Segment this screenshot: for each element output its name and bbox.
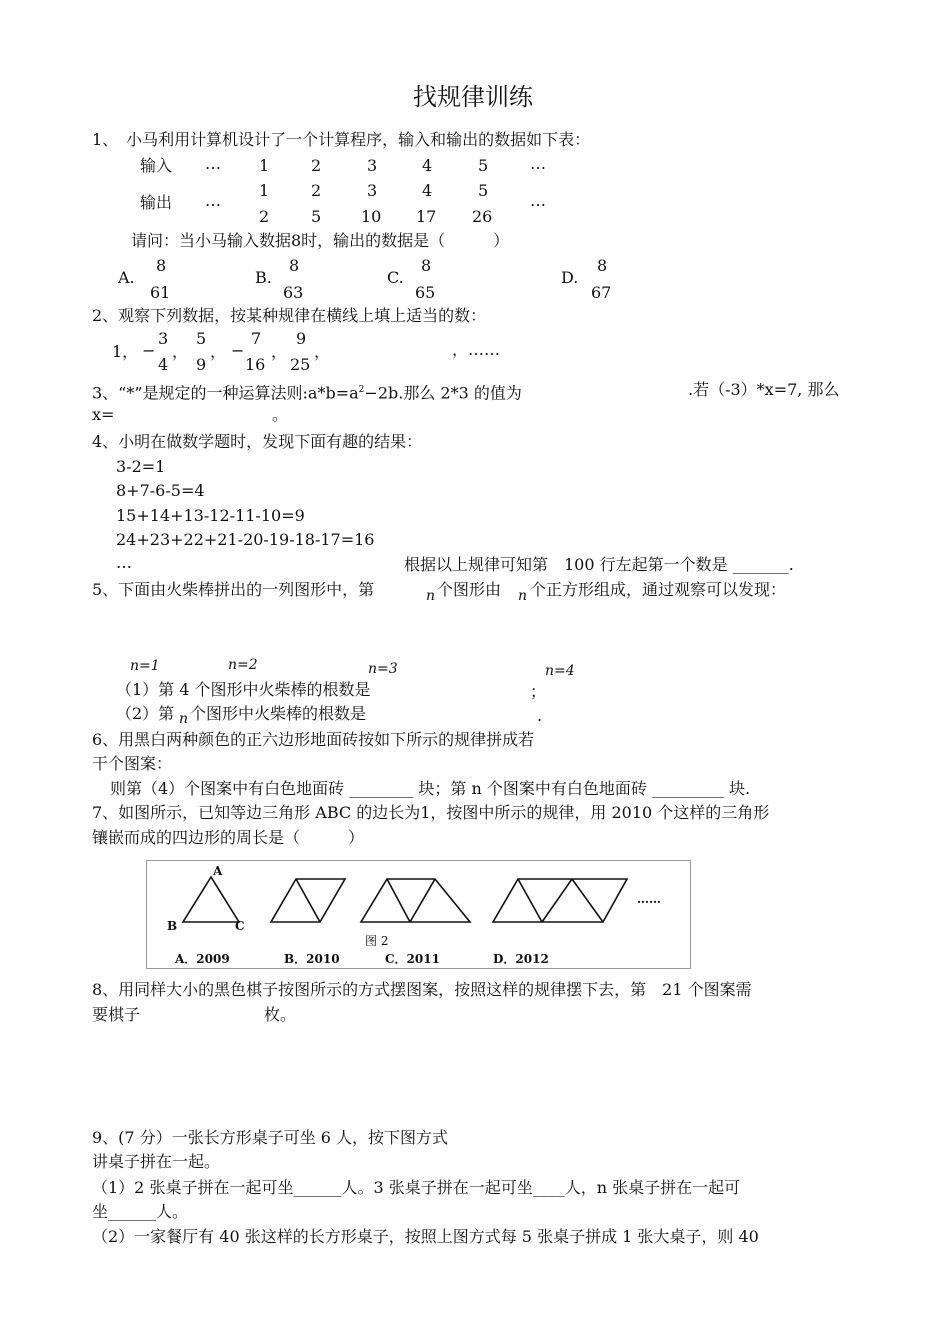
page-title: 找规律训练: [413, 83, 533, 111]
q5-sub2-end: .: [537, 706, 543, 725]
q8-line1: 8、用同样大小的黑色棋子按图所示的方式摆图案，按照这样的规律摆下去，第 21 个图案需: [92, 980, 752, 999]
q9-line5: （2）一家餐厅有 40 张这样的长方形桌子，按照上图方式每 5 张桌子拼成 1 张大桌子，则 40: [92, 1227, 759, 1246]
q3-line1-end: .若（-3）*x=7, 那么: [688, 380, 840, 399]
q4-conclusion: 根据以上规律可知第 100 行左起第一个数是 _______.: [404, 555, 794, 574]
q2-denominator: 4: [158, 355, 169, 374]
q1-option-label: D.: [561, 268, 579, 287]
q1-output-denominator: 26: [472, 207, 493, 226]
vertex-label-a: A: [213, 864, 223, 878]
q2-first-term: 1，: [112, 342, 139, 361]
q5-figure-label: n=3: [368, 661, 398, 677]
q4-ellipsis: …: [116, 553, 132, 572]
q2-separator: ，: [314, 342, 331, 361]
q9-line2: 讲桌子拼在一起。: [92, 1152, 221, 1171]
q1-input-ellipsis: …: [205, 154, 221, 173]
q6-line2: 干个图案：: [92, 754, 173, 773]
q1-output-denominator: 5: [311, 207, 322, 226]
q5-sub2-middle: 个图形中火柴棒的根数是: [190, 704, 367, 723]
q1-option-denominator: 63: [283, 283, 304, 302]
q8-line2-start: 要棋子: [92, 1005, 141, 1024]
q2-tail: ，……: [452, 340, 501, 359]
q1-output-numerator: 4: [422, 181, 433, 200]
q1-stem: 1、 小马利用计算机设计了一个计算程序，输入和输出的数据如下表：: [92, 130, 591, 149]
q5-figure-label: n=2: [228, 657, 258, 673]
q1-output-numerator: 2: [311, 181, 322, 200]
q1-option-numerator: 8: [597, 256, 608, 275]
q1-input-value: 4: [422, 156, 433, 175]
q3-line2-start: x=: [92, 405, 115, 424]
q2-denominator: 9: [196, 355, 207, 374]
q1-option-label: B.: [255, 268, 272, 287]
q4-equation: 8+7-6-5=4: [116, 481, 205, 500]
q1-input-value: 1: [259, 156, 270, 175]
q1-option-denominator: 65: [415, 283, 436, 302]
q5-stem-start: 5、下面由火柴棒拼出的一列图形中，第: [92, 580, 375, 599]
q2-numerator: 5: [196, 329, 207, 348]
figure-caption: 图 2: [365, 934, 389, 948]
q1-output-numerator: 5: [478, 181, 489, 200]
q1-output-denominator: 10: [361, 207, 382, 226]
q1-output-ellipsis-end: …: [530, 191, 546, 210]
q7-line2: 镶嵌而成的四边形的周长是（ ）: [92, 828, 365, 847]
vertex-label-c: C: [235, 919, 245, 933]
q8-line2-end: 枚。: [264, 1005, 297, 1024]
q5-sub2-start: （2）第: [116, 704, 175, 723]
q1-input-value: 5: [478, 156, 489, 175]
q7-option: A．2009: [175, 952, 230, 966]
q5-variable-n: n: [426, 588, 436, 604]
q1-input-value: 3: [367, 156, 378, 175]
q2-numerator: 7: [251, 329, 262, 348]
q1-option-label: A.: [118, 268, 135, 287]
continuation-dots: ……: [637, 892, 661, 906]
q5-sub1-end: ；: [530, 682, 547, 701]
vertex-label-b: B: [167, 919, 178, 933]
q1-option-numerator: 8: [156, 256, 167, 275]
parallelogram-4-triangles: [493, 879, 627, 922]
q7-option: D．2012: [493, 952, 549, 966]
q4-equation: 15+14+13-12-11-10=9: [116, 506, 305, 525]
q1-option-label: C.: [387, 268, 404, 287]
q9-line1: 9、(7 分）一张长方形桌子可坐 6 人，按下图方式: [92, 1128, 449, 1147]
q5-variable-n: n: [179, 711, 189, 727]
q5-stem-end: 个正方形组成，通过观察可以发现：: [530, 580, 787, 599]
q5-variable-n: n: [518, 588, 528, 604]
q4-equation: 3-2=1: [116, 457, 166, 476]
q1-output-numerator: 3: [367, 181, 378, 200]
q1-output-numerator: 1: [259, 181, 270, 200]
q1-option-denominator: 67: [591, 283, 612, 302]
q2-separator: ，: [172, 342, 189, 361]
q2-stem: 2、观察下列数据，按某种规律在横线上填上适当的数：: [92, 306, 487, 325]
q2-denominator: 16: [245, 355, 266, 374]
q6-line3: 则第（4）个图案中有白色地面砖 ________ 块；第 n 个图案中有白色地面砖 _________ 块.: [110, 779, 751, 798]
q1-output-denominator: 2: [259, 207, 270, 226]
q1-question: 请问：当小马输入数据8时，输出的数据是（ ）: [131, 231, 510, 250]
q5-stem-middle: 个图形由: [437, 580, 502, 599]
q7-option: C．2011: [385, 952, 440, 966]
triangle-tiling-figure: [146, 860, 691, 969]
triangle-abc: [183, 877, 239, 922]
q1-output-label: 输出: [140, 193, 173, 212]
q3-exponent: 2: [358, 385, 365, 395]
q1-option-denominator: 61: [150, 283, 171, 302]
q1-option-numerator: 8: [421, 256, 432, 275]
q2-sign: −: [142, 341, 156, 360]
q1-input-ellipsis-end: …: [530, 154, 546, 173]
trapezoid-3-triangles: [361, 879, 470, 922]
q6-line1: 6、用黑白两种颜色的正六边形地面砖按如下所示的规律拼成若: [92, 730, 535, 749]
q3-line2-end: 。: [272, 405, 289, 424]
q7-line1: 7、如图所示，已知等边三角形 ABC 的边长为1，按图中所示的规律，用 2010 个这样的三角形: [92, 803, 770, 822]
q2-sign: −: [231, 341, 245, 360]
q1-option-numerator: 8: [289, 256, 300, 275]
q5-figure-label: n=1: [130, 658, 160, 674]
q1-output-ellipsis: …: [205, 191, 221, 210]
q4-equation: 24+23+22+21-20-19-18-17=16: [116, 530, 375, 549]
q1-input-label: 输入: [140, 156, 173, 175]
q9-line3: （1）2 张桌子拼在一起可坐______人。3 张桌子拼在一起可坐____人，n 张桌子拼在一起可: [92, 1178, 741, 1197]
q1-input-value: 2: [311, 156, 322, 175]
triangle-tiling-drawing: [147, 861, 690, 968]
q2-separator: ，: [210, 342, 227, 361]
q5-sub1: （1）第 4 个图形中火柴棒的根数是: [116, 680, 371, 699]
q2-numerator: 3: [158, 329, 169, 348]
q3-line1-start: 3、“*”是规定的一种运算法则$:a*b=a^2-2b$.那么 2*3 的值为: [92, 383, 522, 403]
q2-numerator: 9: [296, 329, 307, 348]
q1-output-denominator: 17: [416, 207, 437, 226]
q7-option: B．2010: [284, 952, 340, 966]
q4-stem: 4、小明在做数学题时，发现下面有趣的结果：: [92, 432, 423, 451]
q2-separator: ，: [271, 342, 288, 361]
q2-denominator: 25: [290, 355, 311, 374]
q5-figure-label: n=4: [545, 663, 575, 679]
q9-line4: 坐______人。: [92, 1202, 189, 1221]
